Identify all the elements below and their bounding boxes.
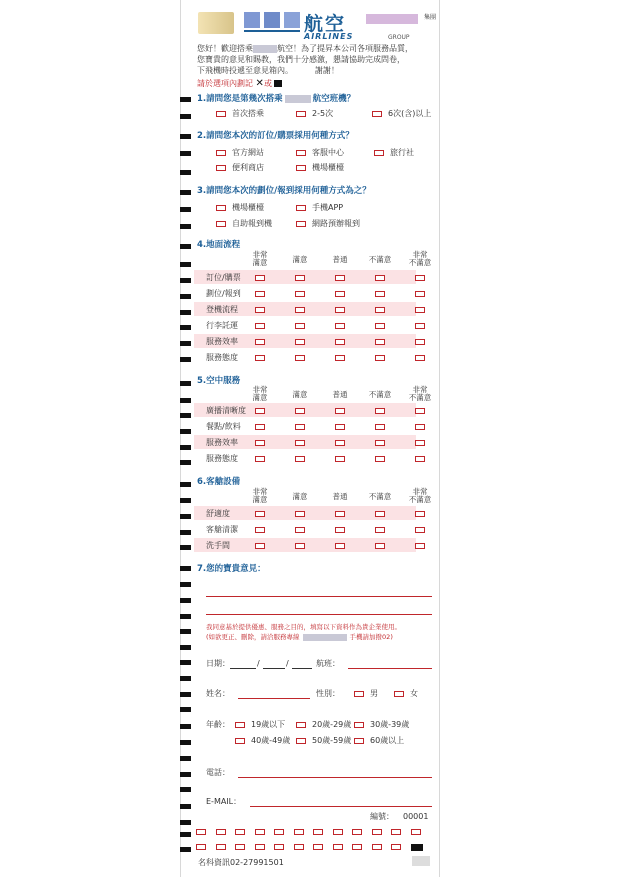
logo-underline [244,30,300,32]
q4-row-3-col-1[interactable] [295,323,305,329]
q4-row-0-col-3[interactable] [375,275,385,281]
q6-row-1-col-3[interactable] [375,527,385,533]
timing-mark [180,787,191,792]
q5-row-1-col-0[interactable] [255,424,265,430]
q6-row-2-col-1[interactable] [295,543,305,549]
timing-mark [180,207,191,212]
serial-digit-box[interactable] [274,844,284,850]
timing-mark [180,134,191,139]
q1-option-6plus-checkbox[interactable] [372,111,382,117]
q6-scale-0-line2: 滿意 [252,495,268,504]
age-label: 年齡： [206,720,230,729]
consent-line-1: 我同意基於提供優惠、服務之目的，填寫以下資料作為貴企業使用。 [206,623,401,631]
q3-option-web-checkin-label: 網路預辦報到 [312,219,360,228]
timing-mark [180,224,191,229]
q4-row-1-col-4[interactable] [415,291,425,297]
q4-row-5-col-4[interactable] [415,355,425,361]
logo-block-3 [284,12,300,28]
consent-line-2: (如欲更正、刪除，請洽服務專線 手機請加撥02) [206,633,393,641]
q6-row-label: 客艙清潔 [206,525,238,534]
timing-mark [180,325,191,330]
q4-row-5-col-1[interactable] [295,355,305,361]
timing-mark [180,398,191,403]
q5-row-1-col-2[interactable] [335,424,345,430]
serial-digit-box[interactable] [274,829,284,835]
group-label: GROUP [388,34,410,41]
q5-row-label: 餐點/飲料 [206,422,241,431]
timing-mark [180,262,191,267]
timing-mark [180,614,191,619]
timing-mark [180,97,191,102]
q6-scale-4-line2: 不滿意 [408,495,432,504]
q5-row-0-col-3[interactable] [375,408,385,414]
timing-mark [180,244,191,249]
gender-label: 性別： [316,689,340,698]
q5-row-3-col-1[interactable] [295,456,305,462]
q3-option-web-checkin-checkbox[interactable] [296,221,306,227]
timing-mark [180,740,191,745]
filled-box-icon [274,80,282,87]
q7-title: 7.您的寶貴意見： [197,564,266,574]
timing-mark [180,413,191,418]
serial-digit-box[interactable] [313,844,323,850]
q4-row-1-col-0[interactable] [255,291,265,297]
serial-digit-box[interactable] [411,829,421,835]
age-40-49-checkbox[interactable] [235,738,245,744]
email-label: E-MAIL： [206,797,242,806]
q6-scale-4-line1: 非常 [412,487,428,496]
logo-block-1 [244,12,260,28]
redacted-name [253,45,277,53]
phone-label: 電話： [206,768,230,777]
comment-line-2[interactable] [206,614,432,615]
q5-row-1-col-1[interactable] [295,424,305,430]
q5-row-2-col-3[interactable] [375,440,385,446]
q2-option-call-center-checkbox[interactable] [296,150,306,156]
timing-mark [180,482,191,487]
q5-row-0-col-1[interactable] [295,408,305,414]
group-logo [366,14,418,24]
name-field[interactable] [238,698,310,699]
q5-row-3-col-0[interactable] [255,456,265,462]
q4-scale-2: 普通 [332,255,348,264]
q4-row-3-col-3[interactable] [375,323,385,329]
q2-option-official-site-label: 官方網站 [232,148,264,157]
q4-row-5-col-0[interactable] [255,355,265,361]
serial-digit-box[interactable] [216,844,226,850]
timing-mark [180,629,191,634]
timing-marks [180,0,192,877]
q5-row-0-col-2[interactable] [335,408,345,414]
timing-mark [180,804,191,809]
q4-row-1-col-1[interactable] [295,291,305,297]
timing-mark [180,429,191,434]
flight-field[interactable] [348,668,432,669]
q5-scale-0-line1: 非常 [252,385,268,394]
q2-option-airport-counter-checkbox[interactable] [296,165,306,171]
timing-mark [180,114,191,119]
redacted-phone [303,634,347,641]
q5-row-2-col-0[interactable] [255,440,265,446]
q2-title: 2.請問您本次的訂位/購票採用何種方式？ [197,131,354,141]
timing-mark [180,445,191,450]
age-under-19-label: 19歲以下 [251,720,286,729]
q5-row-label: 服務效率 [206,438,238,447]
q4-row-4-col-2[interactable] [335,339,345,345]
age-20-29-label: 20歲-29歲 [312,720,352,729]
q4-row-5-col-2[interactable] [335,355,345,361]
serial-digit-box[interactable] [372,844,382,850]
q4-row-0-col-4[interactable] [415,275,425,281]
q4-scale-4-line1: 非常 [412,250,428,259]
serial-digit-box[interactable] [391,829,401,835]
q1-option-2to5-checkbox[interactable] [296,111,306,117]
q6-scale-3: 不滿意 [368,492,392,501]
serial-digit-box[interactable] [352,844,362,850]
q5-row-2-col-2[interactable] [335,440,345,446]
age-50-59-label: 50歲-59歲 [312,736,352,745]
q6-row-2-col-0[interactable] [255,543,265,549]
serial-digit-box[interactable] [196,829,206,835]
comment-line-1[interactable] [206,596,432,597]
q2-option-convenience-store-label: 便利商店 [232,163,264,172]
q4-row-3-col-4[interactable] [415,323,425,329]
q4-row-4-col-3[interactable] [375,339,385,345]
serial-digit-box[interactable] [372,829,382,835]
q4-title: 4.地面流程 [197,240,241,250]
timing-mark [180,692,191,697]
q4-row-3-col-2[interactable] [335,323,345,329]
serial-digit-box[interactable] [235,844,245,850]
airlines-label: AIRLINES [304,32,354,41]
q4-row-5-col-3[interactable] [375,355,385,361]
q5-row-3-col-4[interactable] [415,456,425,462]
q4-row-3-col-0[interactable] [255,323,265,329]
q5-row-label: 服務態度 [206,454,238,463]
serial-digit-box[interactable] [294,844,304,850]
date-sep-2: / [286,659,289,668]
q6-row-label: 舒適度 [206,509,230,518]
q5-row-label: 廣播清晰度 [206,406,246,415]
q6-scale-2: 普通 [332,492,348,501]
q4-scale-1: 滿意 [292,255,308,264]
q5-row-3-col-3[interactable] [375,456,385,462]
logo-area [198,6,438,42]
q3-option-kiosk-label: 自助報到機 [232,219,272,228]
timing-mark [180,170,191,175]
phone-field[interactable] [238,777,432,778]
timing-mark [180,294,191,299]
gender-male-checkbox[interactable] [354,691,364,697]
timing-mark [180,724,191,729]
q4-row-2-col-0[interactable] [255,307,265,313]
serial-digit-box[interactable] [235,829,245,835]
serial-value: 00001 [403,812,429,821]
date-field-day[interactable] [292,668,312,669]
timing-mark [180,660,191,665]
q4-row-2-col-2[interactable] [335,307,345,313]
q3-option-mobile-app-checkbox[interactable] [296,205,306,211]
q6-title: 6.客艙設備 [197,477,241,487]
q6-row-2-col-2[interactable] [335,543,345,549]
q6-row-1-col-2[interactable] [335,527,345,533]
q5-title: 5.空中服務 [197,376,241,386]
q6-scale-1: 滿意 [292,492,308,501]
q2-option-official-site-checkbox[interactable] [216,150,226,156]
q4-row-label: 劃位/報到 [206,289,241,298]
q4-row-1-col-3[interactable] [375,291,385,297]
q4-row-4-col-1[interactable] [295,339,305,345]
q5-row-0-col-4[interactable] [415,408,425,414]
q5-scale-2: 普通 [332,390,348,399]
date-field-month[interactable] [263,668,285,669]
intro-line-1: 您好！歡迎搭乘 航空！為了提昇本公司各項服務品質， [197,44,413,53]
timing-mark [180,357,191,362]
serial-digit-box[interactable] [255,829,265,835]
q2-option-travel-agency-label: 旅行社 [390,148,414,157]
intro-line-3: 下飛機時投遞至意見箱內。 謝謝！ [197,66,339,75]
serial-digit-box[interactable] [352,829,362,835]
q5-scale-4-line1: 非常 [412,385,428,394]
age-30-39-label: 30歲-39歲 [370,720,410,729]
q4-row-label: 登機流程 [206,305,238,314]
timing-mark [180,310,191,315]
timing-mark [180,278,191,283]
q6-row-2-col-3[interactable] [375,543,385,549]
q5-scale-0-line2: 滿意 [252,393,268,402]
q6-row-1-col-1[interactable] [295,527,305,533]
timing-mark [180,645,191,650]
timing-mark [180,598,191,603]
q4-scale-4-line2: 不滿意 [408,258,432,267]
serial-digit-box[interactable] [196,844,206,850]
q2-option-convenience-store-checkbox[interactable] [216,165,226,171]
gender-female-label: 女 [410,689,418,698]
mark-instruction: 請於選項內劃記 ✕或 [197,79,282,89]
q5-row-3-col-2[interactable] [335,456,345,462]
group-sub: 集團 [424,14,437,21]
date-sep-1: / [257,659,260,668]
timing-mark [180,772,191,777]
timing-mark [180,676,191,681]
q1-title: 1.請問您是第幾次搭乘 航空班機？ [197,94,356,104]
name-label: 姓名： [206,689,230,698]
serial-digit-box[interactable] [391,844,401,850]
q5-row-1-col-3[interactable] [375,424,385,430]
timing-mark [180,820,191,825]
serial-digit-box[interactable] [333,829,343,835]
timing-mark [180,498,191,503]
q6-row-1-col-0[interactable] [255,527,265,533]
q6-row-0-col-4[interactable] [415,511,425,517]
email-field[interactable] [250,806,432,807]
q3-option-kiosk-checkbox[interactable] [216,221,226,227]
footer-credit: 名科資訊02-27991501 [198,858,284,867]
age-60-plus-label: 60歲以上 [370,736,405,745]
serial-digit-box[interactable] [313,829,323,835]
timing-mark [180,341,191,346]
timing-mark [180,566,191,571]
logo-block-2 [264,12,280,28]
serial-digit-box[interactable] [333,844,343,850]
serial-filled-box [411,844,423,851]
q6-row-label: 洗手間 [206,541,230,550]
q3-title: 3.請問您本次的劃位/報到採用何種方式為之？ [197,186,371,196]
logo-icon [198,12,234,34]
q5-row-0-col-0[interactable] [255,408,265,414]
gender-female-checkbox[interactable] [394,691,404,697]
q4-row-4-col-4[interactable] [415,339,425,345]
q6-row-2-col-4[interactable] [415,543,425,549]
timing-mark [180,545,191,550]
q1-option-6plus-label: 6次(含)以上 [388,109,432,118]
q1-option-first-checkbox[interactable] [216,111,226,117]
timing-mark [180,381,191,386]
gender-male-label: 男 [370,689,378,698]
footer-barcode-blur [412,856,430,866]
timing-mark [180,460,191,465]
q3-option-airport-counter-checkbox[interactable] [216,205,226,211]
timing-mark [180,530,191,535]
flight-label: 航班： [316,659,340,668]
cross-icon: ✕ [255,78,264,89]
date-field-year[interactable] [230,668,256,669]
timing-mark [180,707,191,712]
timing-mark [180,151,191,156]
q4-row-0-col-2[interactable] [335,275,345,281]
age-under-19-checkbox[interactable] [235,722,245,728]
q4-row-4-col-0[interactable] [255,339,265,345]
serial-label: 編號： [370,812,394,821]
q3-option-airport-counter-label: 機場櫃檯 [232,203,264,212]
redacted-airline [285,95,311,103]
q4-row-label: 服務態度 [206,353,238,362]
q4-scale-0-line2: 滿意 [252,258,268,267]
q4-row-1-col-2[interactable] [335,291,345,297]
q1-option-first-label: 首次搭乘 [232,109,264,118]
serial-digit-box[interactable] [216,829,226,835]
q4-row-2-col-3[interactable] [375,307,385,313]
q4-row-2-col-1[interactable] [295,307,305,313]
age-60-plus-checkbox[interactable] [354,738,364,744]
q5-row-1-col-4[interactable] [415,424,425,430]
q5-scale-1: 滿意 [292,390,308,399]
age-30-39-checkbox[interactable] [354,722,364,728]
q6-row-0-col-2[interactable] [335,511,345,517]
q5-row-2-col-1[interactable] [295,440,305,446]
timing-mark [180,756,191,761]
q2-option-travel-agency-checkbox[interactable] [374,150,384,156]
age-20-29-checkbox[interactable] [296,722,306,728]
q4-row-label: 訂位/購票 [206,273,241,282]
q4-row-label: 服務效率 [206,337,238,346]
q6-row-1-col-4[interactable] [415,527,425,533]
q4-row-2-col-4[interactable] [415,307,425,313]
q4-row-0-col-1[interactable] [295,275,305,281]
q6-row-0-col-1[interactable] [295,511,305,517]
q4-row-0-col-0[interactable] [255,275,265,281]
age-40-49-label: 40歲-49歲 [251,736,291,745]
airline-title: 航空 [304,13,347,35]
timing-mark [180,847,191,852]
q6-row-0-col-0[interactable] [255,511,265,517]
q4-row-label: 行李託運 [206,321,238,330]
q1-option-2to5-label: 2-5次 [312,109,334,118]
q5-scale-4-line2: 不滿意 [408,393,432,402]
q4-scale-0-line1: 非常 [252,250,268,259]
q5-scale-3: 不滿意 [368,390,392,399]
timing-mark [180,514,191,519]
q6-scale-0-line1: 非常 [252,487,268,496]
timing-mark [180,190,191,195]
timing-mark [180,582,191,587]
q4-scale-3: 不滿意 [368,255,392,264]
serial-digit-box[interactable] [294,829,304,835]
age-50-59-checkbox[interactable] [296,738,306,744]
date-label: 日期： [206,659,230,668]
q3-option-mobile-app-label: 手機APP [312,203,344,212]
intro-line-2: 您寶貴的意見和賜教，我們十分感激，懇請協助完成問卷， [197,55,405,64]
q2-option-call-center-label: 客服中心 [312,148,344,157]
serial-digit-box[interactable] [255,844,265,850]
timing-mark [180,832,191,837]
q2-option-airport-counter-label: 機場櫃檯 [312,163,344,172]
q5-row-2-col-4[interactable] [415,440,425,446]
q6-row-0-col-3[interactable] [375,511,385,517]
